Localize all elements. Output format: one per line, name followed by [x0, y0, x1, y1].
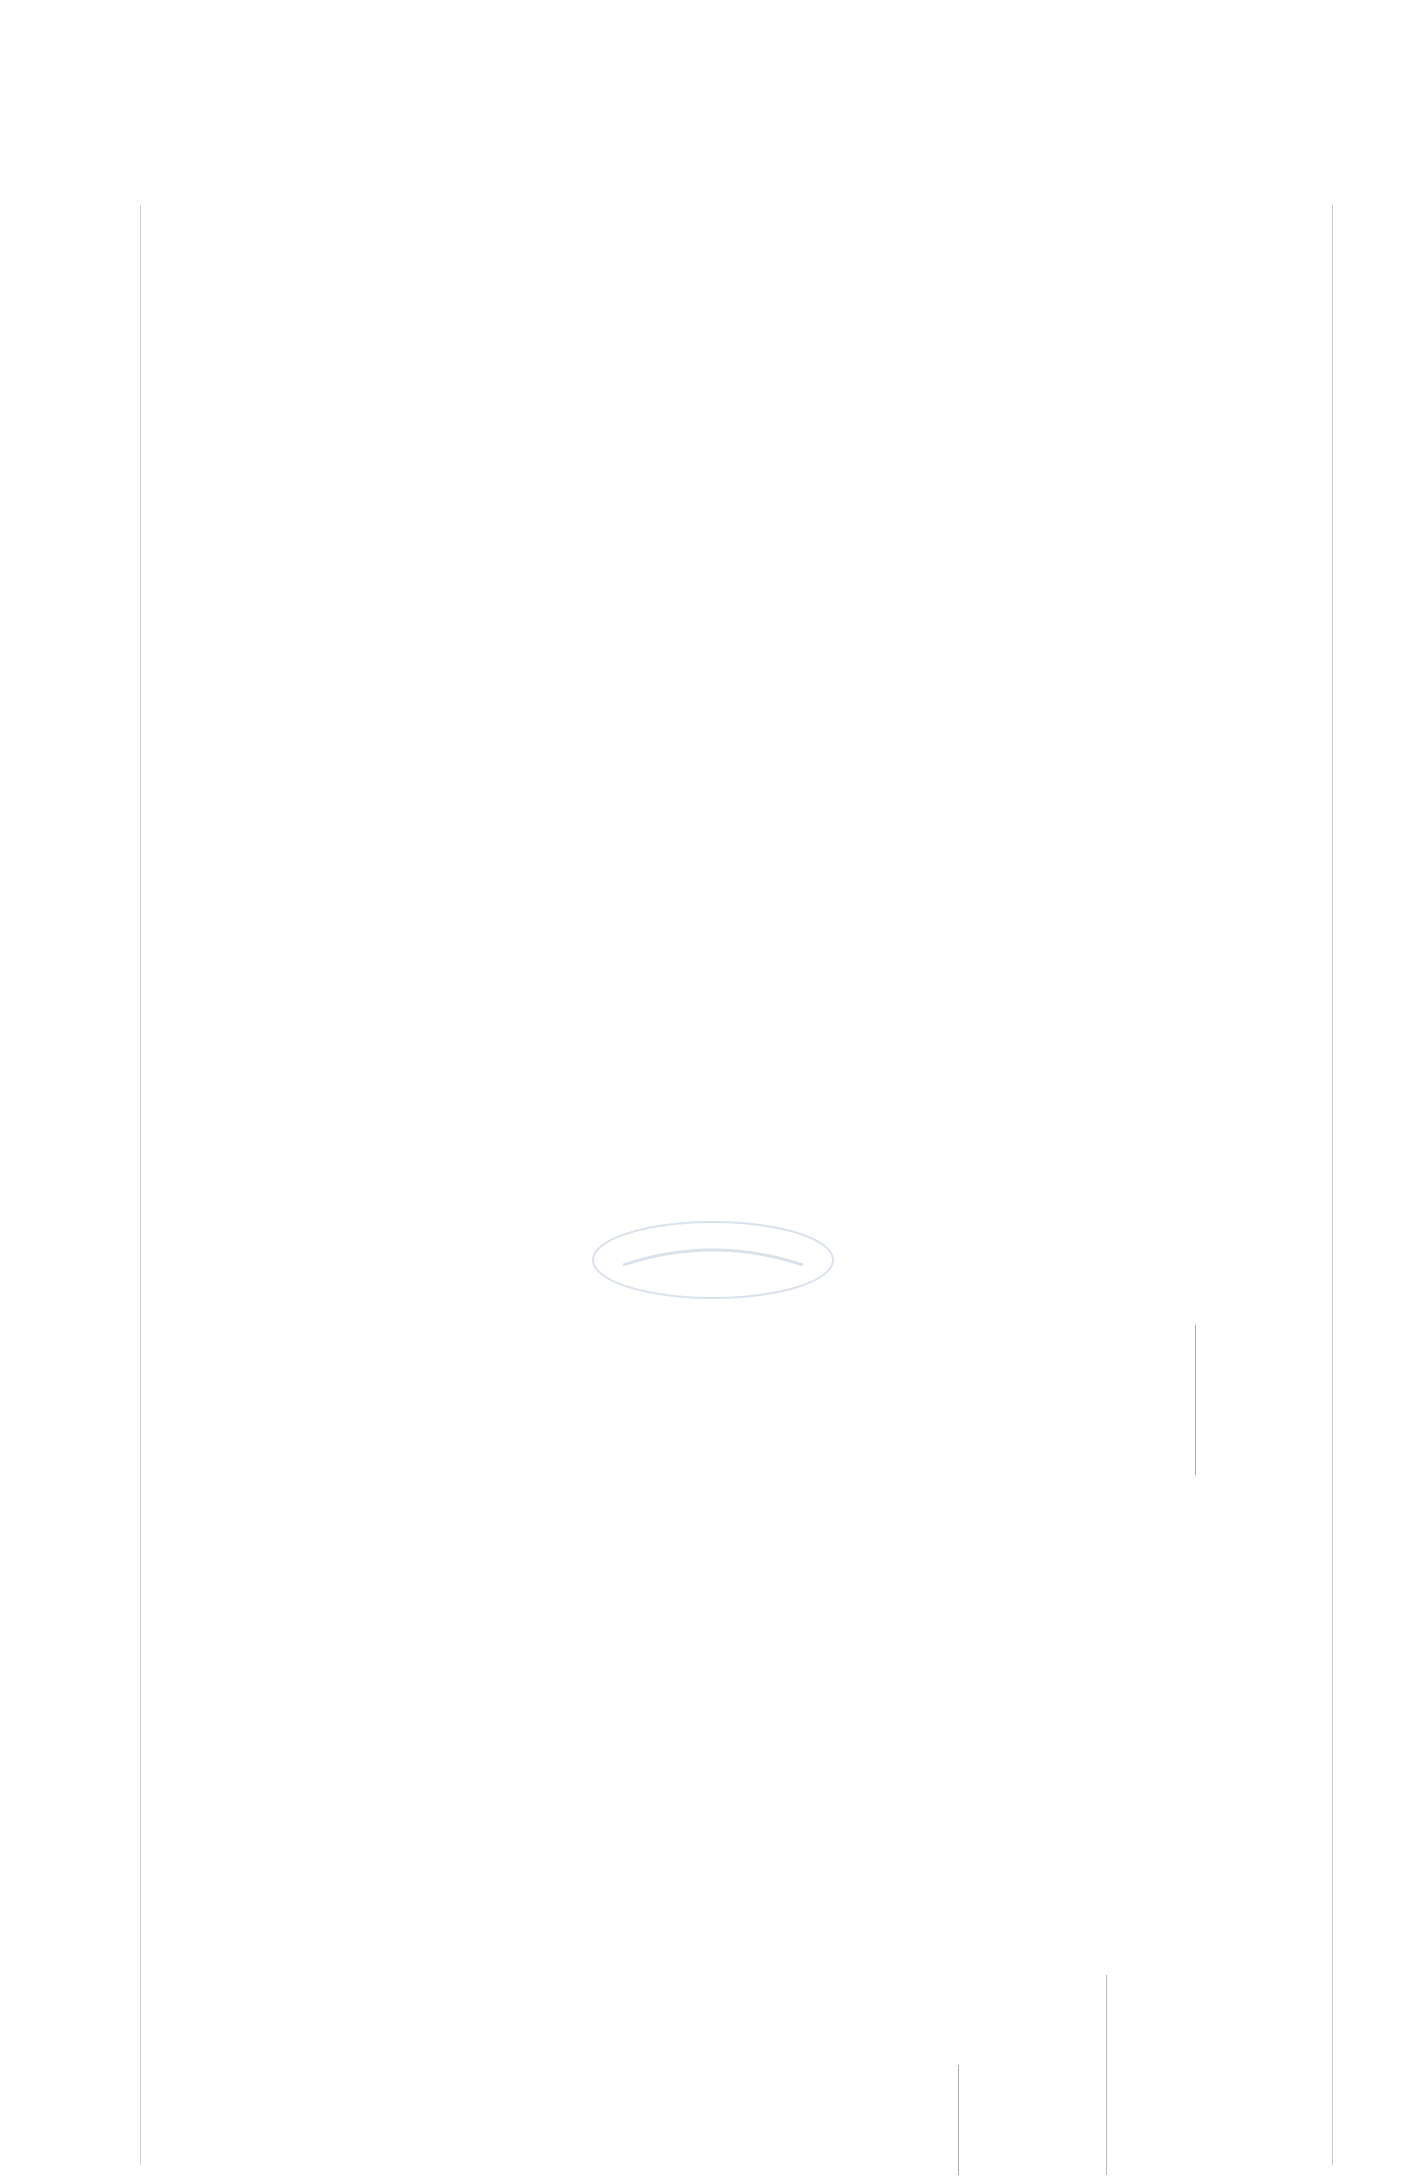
paste-mark — [1195, 1325, 1196, 1475]
paste-mark — [958, 2065, 959, 2175]
article-clipping — [143, 205, 1338, 2175]
specimen-record — [145, 285, 1310, 357]
clipping-left-edge — [140, 205, 141, 2165]
watermark-logo — [573, 1215, 853, 1305]
paste-mark — [1106, 1975, 1107, 2175]
